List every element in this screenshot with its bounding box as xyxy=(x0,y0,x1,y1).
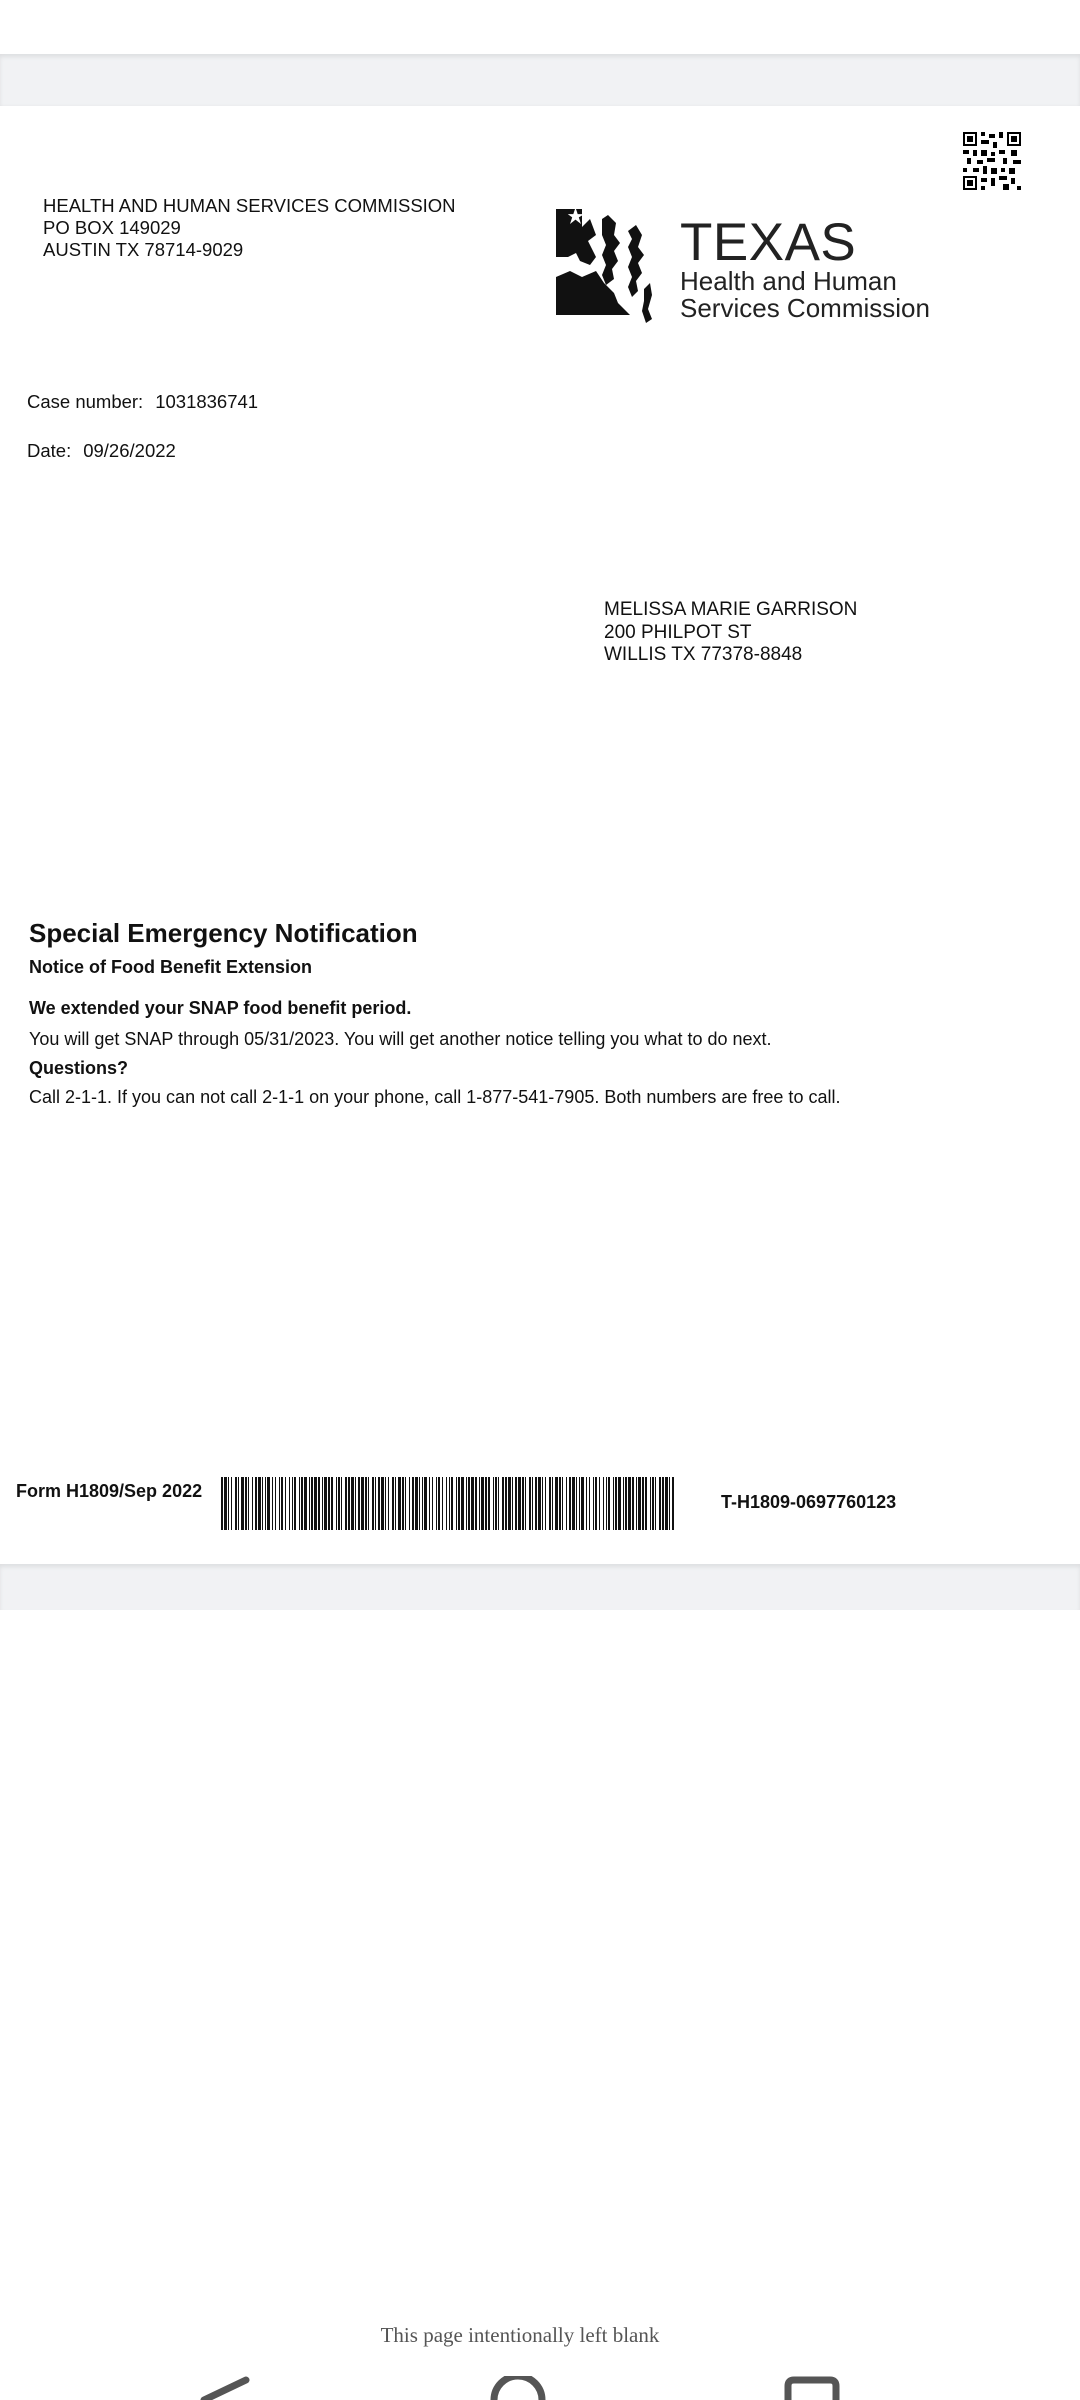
date-value: 09/26/2022 xyxy=(83,440,176,461)
logo-texas: TEXAS xyxy=(680,213,857,272)
case-number-label: Case number: xyxy=(27,391,144,412)
recents-square-icon[interactable] xyxy=(784,2376,844,2400)
questions-heading: Questions? xyxy=(29,1058,129,1078)
recipient-street: 200 PHILPOT ST xyxy=(604,621,752,643)
sender-line-2: PO BOX 149029 xyxy=(43,217,181,238)
logo-line-2: Services Commission xyxy=(680,293,930,323)
sender-line-3: AUSTIN TX 78714-9029 xyxy=(43,239,244,260)
logo-wordmark xyxy=(680,213,940,323)
recipient-address xyxy=(604,599,1024,667)
case-number-value: 1031836741 xyxy=(155,391,259,412)
notice-title: Special Emergency Notification xyxy=(29,918,418,948)
notice-subtitle: Notice of Food Benefit Extension xyxy=(29,957,313,977)
page-gap-top xyxy=(0,54,1080,106)
top-bar xyxy=(0,0,1080,54)
notice-lead: We extended your SNAP food benefit period. xyxy=(29,998,412,1018)
tracking-number: T-H1809-0697760123 xyxy=(721,1492,897,1512)
form-id: Form H1809/Sep 2022 xyxy=(16,1481,203,1501)
barcode-icon xyxy=(221,1477,675,1530)
sender-address xyxy=(43,195,523,261)
blank-page-note: This page intentionally left blank xyxy=(380,2323,660,2347)
recipient-name: MELISSA MARIE GARRISON xyxy=(604,599,858,620)
back-triangle-icon[interactable] xyxy=(198,2376,258,2400)
date-label: Date: xyxy=(27,440,72,461)
logo-line-1: Health and Human xyxy=(680,266,897,296)
home-circle-icon[interactable] xyxy=(488,2376,548,2400)
sender-line-1: HEALTH AND HUMAN SERVICES COMMISSION xyxy=(43,195,456,216)
notice-date xyxy=(27,440,176,462)
document-page-2[interactable] xyxy=(0,1610,1080,2400)
notice-body: You will get SNAP through 05/31/2023. You will get another notice telling you what to do next. xyxy=(29,1029,772,1049)
qr-code-icon xyxy=(963,132,1021,190)
questions-body: Call 2-1-1. If you can not call 2-1-1 on your phone, call 1-877-541-7905. Both numbers are free to call. xyxy=(29,1087,841,1107)
recipient-city: WILLIS TX 77378-8848 xyxy=(604,644,803,665)
case-number xyxy=(27,391,258,413)
page-gap-bottom xyxy=(0,1564,1080,1610)
